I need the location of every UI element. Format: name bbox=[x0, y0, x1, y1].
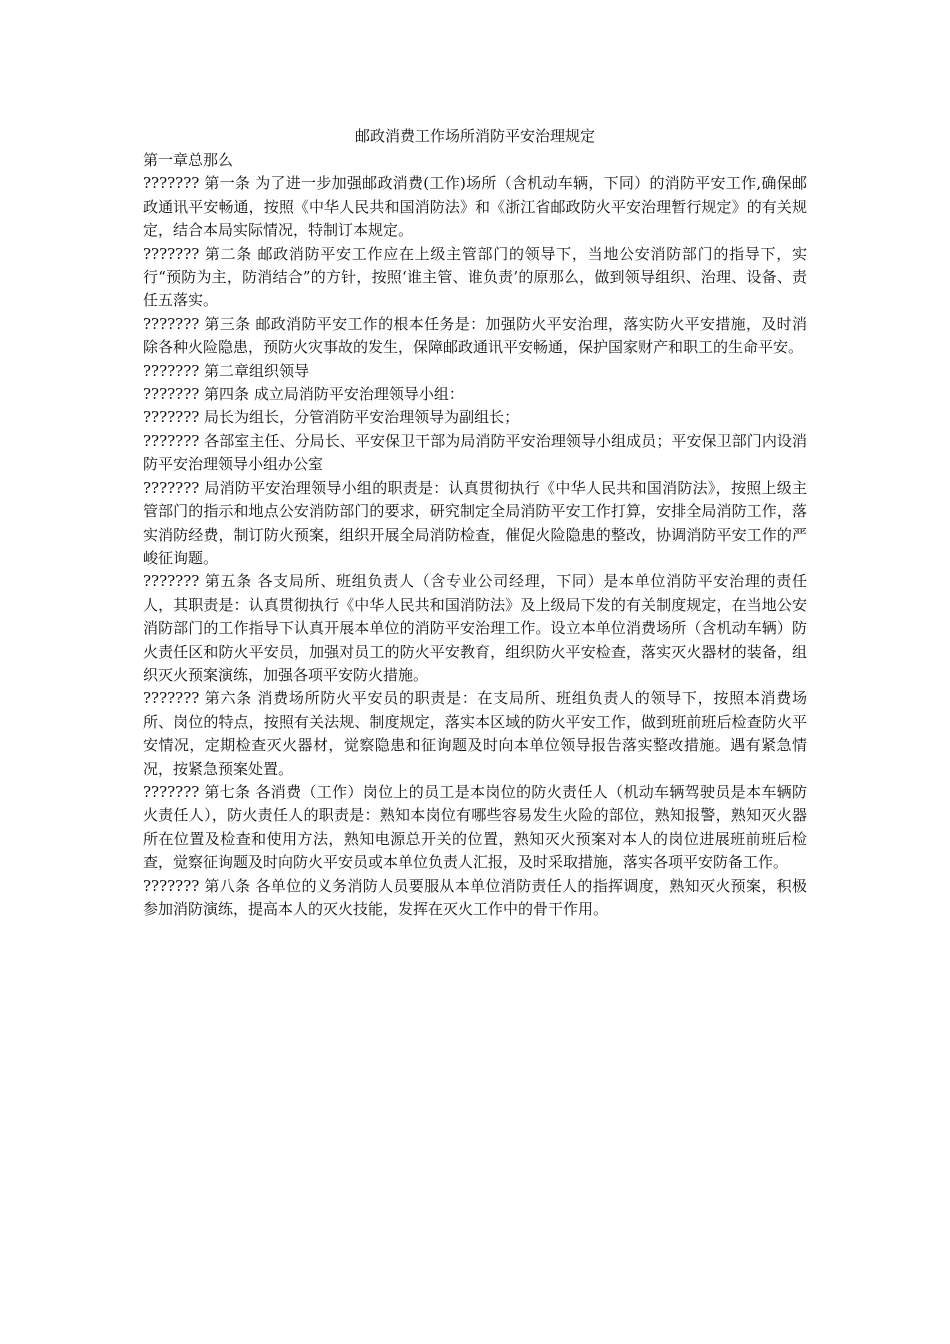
document-title: 邮政消费工作场所消防平安治理规定 bbox=[354, 127, 595, 145]
article-4-members-paragraph: ??????? 各部室主任、分局长、平安保卫干部为局消防平安治理领导小组成员；平安保卫部门内设消防平安治理领导小组办公室 bbox=[143, 431, 807, 474]
article-4-paragraph: ??????? 第四条 成立局消防平安治理领导小组： bbox=[143, 385, 464, 404]
article-7-paragraph: ??????? 第七条 各消费（工作）岗位上的员工是本岗位的防火责任人（机动车辆驾驶员是本车辆防火责任人），防火责任人的职责是：熟知本岗位有哪些容易发生火险的部位，熟知报警，熟知灭火器所在位置及检查和使用方法，熟知电源总开关的位置，熟知灭火预案对本人的岗位进展班前班后检查，觉察征询题及时向防火平安员或本单位负责人汇报，及时采取措施，落实各项平安防备工作。 bbox=[143, 782, 807, 872]
article-1-paragraph: ??????? 第一条 为了进一步加强邮政消费(工作)场所（含机动车辆，下同）的消防平安工作,确保邮政通讯平安畅通，按照《中华人民共和国消防法》和《浙江省邮政防火平安治理暂行规定》的有关规定，结合本局实际情况，特制订本规定。 bbox=[143, 174, 807, 240]
article-3-paragraph: ??????? 第三条 邮政消防平安工作的根本任务是：加强防火平安治理，落实防火平安措施，及时消除各种火险隐患，预防火灾事故的发生，保障邮政通讯平安畅通，保护国家财产和职工的生命平安。 bbox=[143, 314, 807, 357]
chapter-2-heading: ??????? 第二章组织领导 bbox=[143, 361, 310, 380]
chapter-1-heading: 第一章总那么 bbox=[143, 151, 234, 169]
document-page bbox=[143, 123, 807, 921]
article-4-duties-paragraph: ??????? 局消防平安治理领导小组的职责是：认真贯彻执行《中华人民共和国消防法》，按照上级主管部门的指示和地点公安消防部门的要求，研究制定全局消防平安工作打算，安排全局消防工作，落实消防经费，制订防火预案，组织开展全局消防检查，催促火险隐患的整改，协调消防平安工作的严峻征询题。 bbox=[143, 478, 807, 567]
article-2-paragraph: ??????? 第二条 邮政消防平安工作应在上级主管部门的领导下，当地公安消防部门的指导下，实行“预防为主，防消结合”的方针，按照‘谁主管、谁负责’的原那么，做到领导组织、治理、设备、责任五落实。 bbox=[143, 244, 807, 310]
article-4-leader-paragraph: ??????? 局长为组长，分管消防平安治理领导为副组长； bbox=[143, 408, 520, 427]
article-8-paragraph: ??????? 第八条 各单位的义务消防人员要服从本单位消防责任人的指挥调度，熟知灭火预案，积极参加消防演练，提高本人的灭火技能，发挥在灭火工作中的骨干作用。 bbox=[143, 876, 807, 918]
article-5-paragraph: ??????? 第五条 各支局所、班组负责人（含专业公司经理，下同）是本单位消防平安治理的责任人，其职责是：认真贯彻执行《中华人民共和国消防法》及上级局下发的有关制度规定，在当地公安消防部门的工作指导下认真开展本单位的消防平安治理工作。设立本单位消费场所（含机动车辆）防火责任区和防火平安员，加强对员工的防火平安教育，组织防火平安检查，落实灭火器材的装备，组织灭火预案演练，加强各项平安防火措施。 bbox=[143, 572, 807, 684]
article-6-paragraph: ??????? 第六条 消费场所防火平安员的职责是：在支局所、班组负责人的领导下，按照本消费场所、岗位的特点，按照有关法规、制度规定，落实本区域的防火平安工作，做到班前班后检查防火平安情况，定期检查灭火器材，觉察隐患和征询题及时向本单位领导报告落实整改措施。遇有紧急情况，按紧急预案处置。 bbox=[143, 689, 807, 778]
